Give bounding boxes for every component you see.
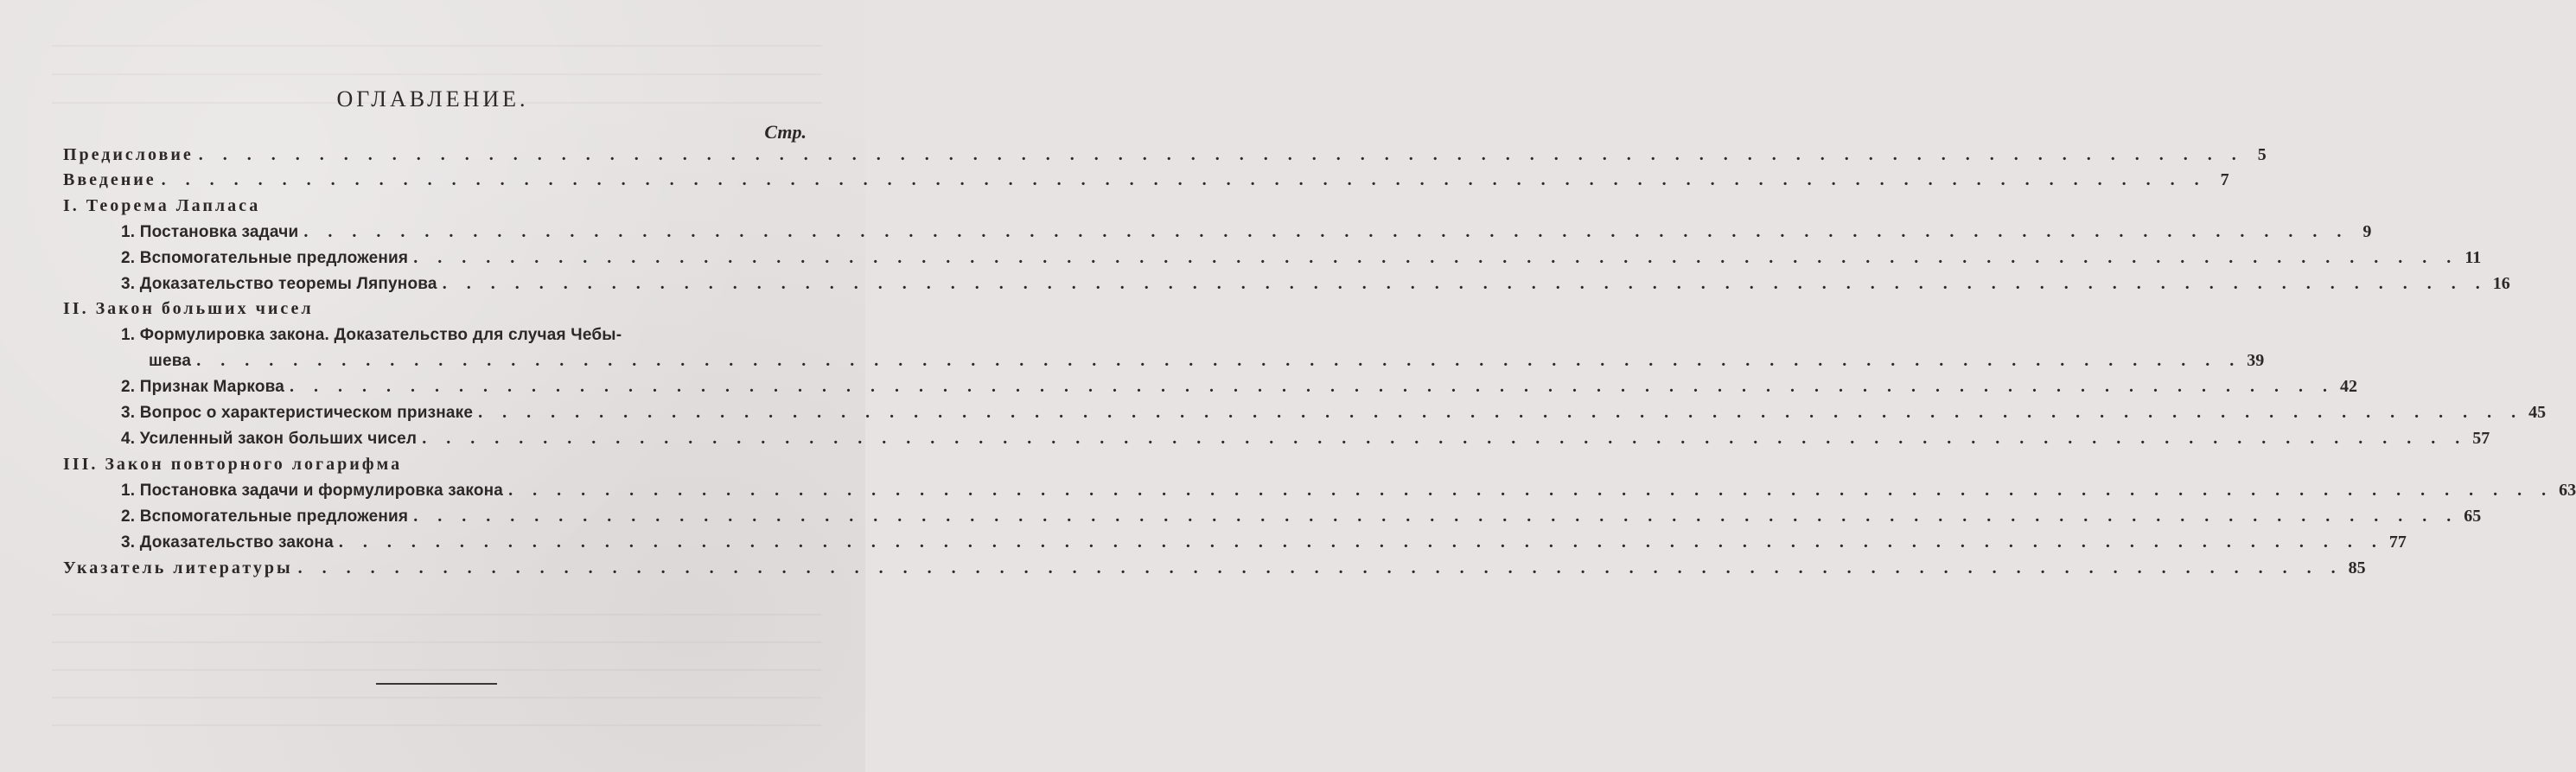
bleed-through-line — [52, 614, 822, 616]
dot-leader: . . . . . . . . . . . . . . . . . . . . . . . . . . . . . . . . . . . . . . . . . . . . . . . . . . . . . . . . . . . . . . . . . . . . . . . . . . . . . . . . . . . . . — [422, 429, 2468, 448]
dot-leader: . . . . . . . . . . . . . . . . . . . . . . . . . . . . . . . . . . . . . . . . . . . . . . . . . . . . . . . . . . . . . . . . . . . . . . . . . . . . . . . . . . . . . — [508, 481, 2554, 500]
page-column-label: Стр. — [764, 121, 807, 143]
toc-page-number: 5 — [2257, 145, 2267, 164]
toc-page-number: 77 — [2388, 533, 2407, 552]
toc-page-number: 63 — [2559, 481, 2576, 500]
toc-entry-text: 1. Постановка задачи и формулировка закона — [121, 482, 504, 500]
dot-leader: . . . . . . . . . . . . . . . . . . . . . . . . . . . . . . . . . . . . . . . . . . . . . . . . . . . . . . . . . . . . . . . . . . . . . . . . . . . . . . . . . . . . . — [161, 170, 2207, 189]
dot-leader: . . . . . . . . . . . . . . . . . . . . . . . . . . . . . . . . . . . . . . . . . . . . . . . . . . . . . . . . . . . . . . . . . . . . . . . . . . . . . . . . . . . . . — [196, 351, 2242, 370]
toc-entry-text: 3. Доказательство теоремы Ляпунова — [121, 275, 437, 293]
toc-entry-text: II. Закон больших чисел — [63, 299, 314, 318]
dot-leader: . . . . . . . . . . . . . . . . . . . . . . . . . . . . . . . . . . . . . . . . . . . . . . . . . . . . . . . . . . . . . . . . . . . . . . . . . . . . . . . . . . . . . — [290, 377, 2336, 396]
toc-chapter-1[interactable] — [63, 196, 808, 222]
bleed-through-line — [52, 45, 822, 47]
toc-entry-bibliography[interactable] — [63, 558, 2366, 584]
toc-entry-3-1[interactable] — [121, 481, 2576, 507]
bleed-through-line — [52, 697, 822, 699]
bleed-through-line — [52, 724, 822, 726]
toc-page-number: 42 — [2340, 377, 2358, 396]
toc-page-number: 9 — [2362, 222, 2372, 241]
toc-chapter-2[interactable] — [63, 299, 808, 325]
toc-entry-text: Указатель литературы — [63, 558, 293, 577]
toc-page-number: 57 — [2472, 429, 2490, 448]
toc-entry-text: шева — [149, 352, 192, 370]
toc-entry-text: 2. Признак Маркова — [121, 378, 285, 396]
toc-chapter-3[interactable] — [63, 455, 808, 481]
dot-leader: . . . . . . . . . . . . . . . . . . . . . . . . . . . . . . . . . . . . . . . . . . . . . . . . . . . . . . . . . . . . . . . . . . . . . . . . . . . . . . . . . . . . . — [338, 533, 2384, 552]
toc-entry-text: III. Закон повторного логарифма — [63, 455, 403, 474]
bleed-through-line — [52, 73, 822, 75]
toc-entry-text: 4. Усиленный закон больших чисел — [121, 430, 418, 448]
toc-page-number: 11 — [2464, 248, 2482, 267]
closing-rule — [376, 683, 497, 685]
toc-page-number: 16 — [2492, 274, 2510, 293]
toc-entry-text: Введение — [63, 170, 156, 189]
toc-entry-2-1[interactable] — [121, 326, 808, 352]
page-title: ОГЛАВЛЕНИЕ. — [336, 86, 529, 112]
toc-entry-text: I. Теорема Лапласа — [63, 196, 261, 215]
toc-entry-text: 1. Формулировка закона. Доказательство для случая Чебы- — [121, 326, 622, 344]
toc-entry-1-3[interactable] — [121, 274, 2510, 300]
toc-entry-text: 3. Доказательство закона — [121, 533, 334, 552]
toc-entry-text: 1. Постановка задачи — [121, 223, 299, 241]
toc-entry-text: Предисловие — [63, 145, 194, 164]
toc-entry-text: 2. Вспомогательные предложения — [121, 507, 409, 526]
dot-leader: . . . . . . . . . . . . . . . . . . . . . . . . . . . . . . . . . . . . . . . . . . . . . . . . . . . . . . . . . . . . . . . . . . . . . . . . . . . . . . . . . . . . . — [413, 248, 2459, 267]
toc-entry-1-1[interactable] — [121, 222, 2372, 248]
toc-entry-1-2[interactable] — [121, 248, 2482, 274]
dot-leader: . . . . . . . . . . . . . . . . . . . . . . . . . . . . . . . . . . . . . . . . . . . . . . . . . . . . . . . . . . . . . . . . . . . . . . . . . . . . . . . . . . . . . — [303, 222, 2350, 241]
toc-page-number: 85 — [2348, 558, 2366, 577]
toc-entry-text: 3. Вопрос о характеристическом признаке — [121, 404, 474, 422]
toc-entry-preface[interactable] — [63, 145, 2267, 171]
dot-leader: . . . . . . . . . . . . . . . . . . . . . . . . . . . . . . . . . . . . . . . . . . . . . . . . . . . . . . . . . . . . . . . . . . . . . . . . . . . . . . . . . . . . . — [442, 274, 2488, 293]
dot-leader: . . . . . . . . . . . . . . . . . . . . . . . . . . . . . . . . . . . . . . . . . . . . . . . . . . . . . . . . . . . . . . . . . . . . . . . . . . . . . . . . . . . . . — [478, 403, 2524, 422]
dot-leader: . . . . . . . . . . . . . . . . . . . . . . . . . . . . . . . . . . . . . . . . . . . . . . . . . . . . . . . . . . . . . . . . . . . . . . . . . . . . . . . . . . . . . — [198, 145, 2244, 164]
dot-leader: . . . . . . . . . . . . . . . . . . . . . . . . . . . . . . . . . . . . . . . . . . . . . . . . . . . . . . . . . . . . . . . . . . . . . . . . . . . . . . . . . . . . . — [297, 558, 2343, 577]
dot-leader: . . . . . . . . . . . . . . . . . . . . . . . . . . . . . . . . . . . . . . . . . . . . . . . . . . . . . . . . . . . . . . . . . . . . . . . . . . . . . . . . . . . . . — [413, 507, 2459, 526]
toc-page-number: 45 — [2528, 403, 2547, 422]
bleed-through-line — [52, 669, 822, 671]
toc-entry-2-3[interactable] — [121, 403, 2547, 429]
toc-page-number: 65 — [2464, 507, 2482, 526]
toc-page-number: 39 — [2247, 351, 2265, 370]
toc-entry-3-2[interactable] — [121, 507, 2482, 533]
toc-entry-2-4[interactable] — [121, 429, 2490, 455]
toc-entry-3-3[interactable] — [121, 533, 2407, 558]
toc-entry-text: 2. Вспомогательные предложения — [121, 249, 409, 267]
toc-page-number: 7 — [2220, 170, 2229, 189]
bleed-through-line — [52, 641, 822, 643]
toc-entry-2-2[interactable] — [121, 377, 2358, 403]
toc-entry-introduction[interactable] — [63, 170, 2229, 196]
toc-entry-2-1-continued[interactable] — [149, 351, 2265, 377]
